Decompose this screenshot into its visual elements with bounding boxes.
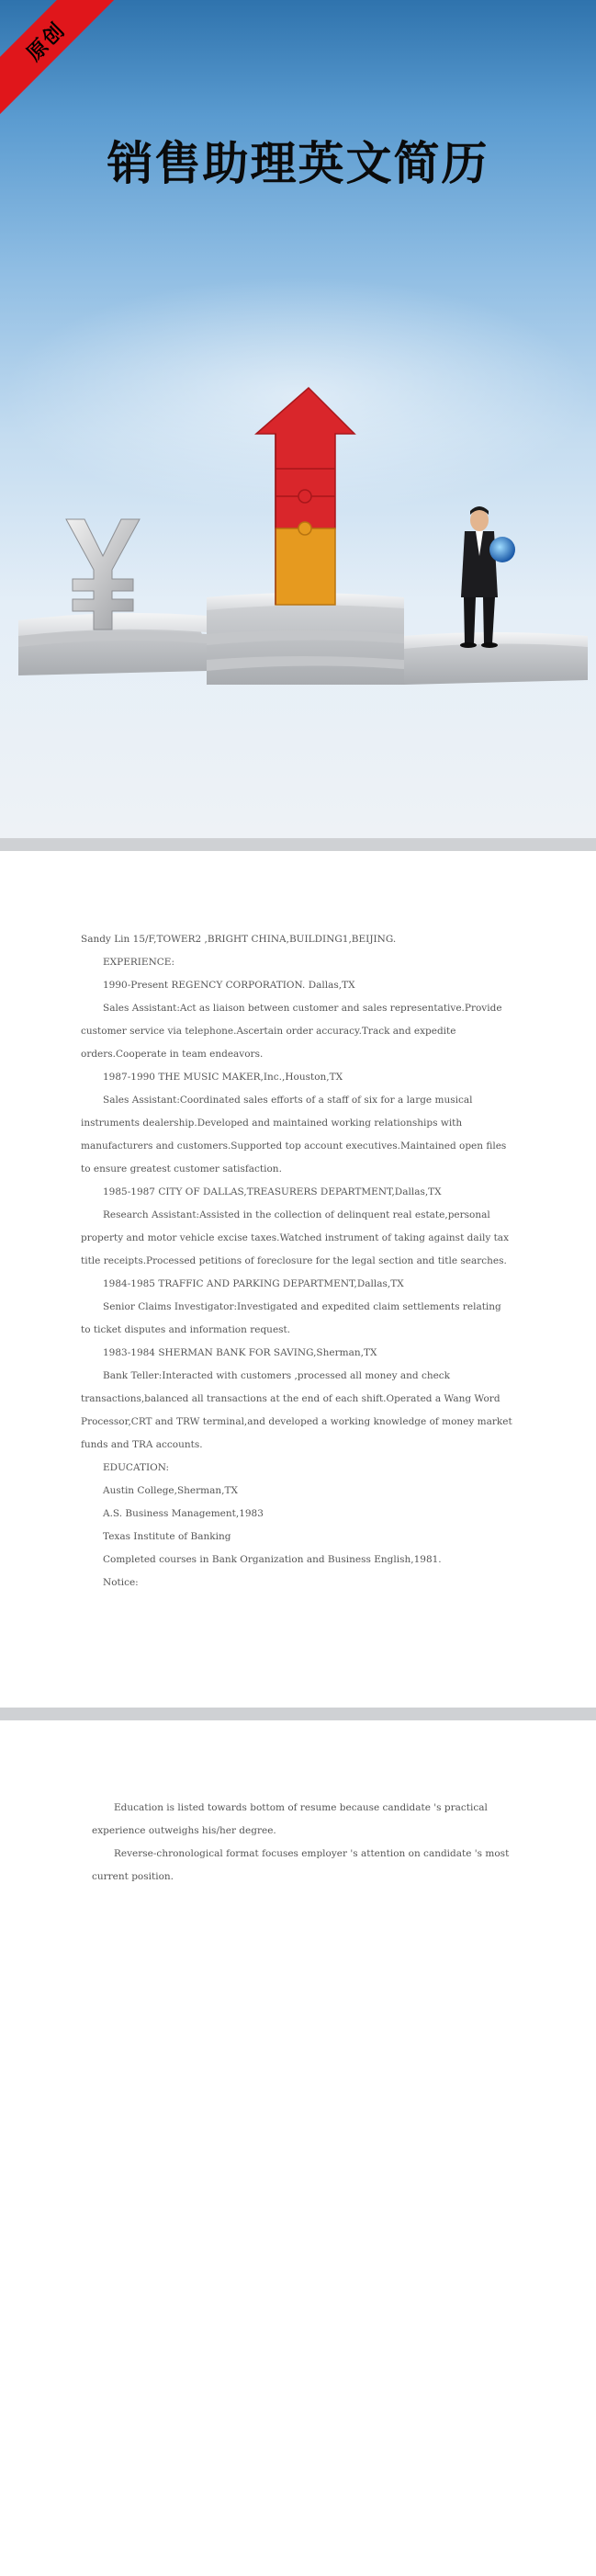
job-header: 1990-Present REGENCY CORPORATION. Dallas,TX — [103, 980, 355, 991]
page-divider — [0, 1708, 596, 1720]
contact-line: Sandy Lin 15/F,TOWER2 ,BRIGHT CHINA,BUILDING1,BEIJING. — [81, 934, 397, 945]
job-description: Research Assistant:Assisted in the collection of delinquent real estate,personal property and motor vehicle excise taxes.Watched instrument of taking against daily tax title receipts.Processed petitions of foreclosure for the legal section and title searches. — [81, 1209, 509, 1266]
education-item: A.S. Business Management,1983 — [103, 1508, 264, 1519]
page-divider — [0, 838, 596, 851]
job-description: Bank Teller:Interacted with customers ,processed all money and check transactions,balanced all transactions at the end of each shift.Operated a Wang Word Processor,CRT and TRW terminal,and developed a working knowledge of money market funds and TRA accounts. — [81, 1370, 512, 1450]
notice-paragraph: Reverse-chronological format focuses employer 's attention on candidate 's most current position. — [92, 1848, 510, 1882]
job-description: Sales Assistant:Coordinated sales efforts of a staff of six for a large musical instruments dealership.Developed and maintained working relationships with manufacturers and customers.Supported top account executives.Maintained open files to ensure greatest customer satisfaction. — [81, 1095, 507, 1175]
section-heading-education: EDUCATION: — [103, 1462, 170, 1473]
resume-content — [81, 928, 512, 1594]
globe-icon — [489, 537, 515, 562]
education-item: Austin College,Sherman,TX — [103, 1485, 238, 1496]
page-title: 销售助理英文简历 — [107, 137, 489, 190]
cover-illustration — [0, 368, 596, 717]
job-header: 1987-1990 THE MUSIC MAKER,Inc.,Houston,TX — [103, 1072, 343, 1083]
job-description: Senior Claims Investigator:Investigated and expedited claim settlements relating to ticket disputes and information request. — [81, 1301, 501, 1335]
education-item: Texas Institute of Banking — [103, 1531, 231, 1542]
notice-paragraph: Education is listed towards bottom of resume because candidate 's practical experience outweighs his/her degree. — [92, 1802, 488, 1836]
education-item: Completed courses in Bank Organization and Business English,1981. — [103, 1554, 442, 1565]
right-podium — [404, 632, 588, 685]
notice-content — [92, 1797, 518, 1889]
growth-arrow-icon — [256, 388, 354, 605]
businessman-figure — [460, 506, 515, 648]
job-header: 1983-1984 SHERMAN BANK FOR SAVING,Sherman,TX — [103, 1347, 377, 1358]
center-podium — [207, 593, 404, 685]
section-heading-notice: Notice: — [103, 1577, 139, 1588]
job-description: Sales Assistant:Act as liaison between customer and sales representative.Provide customer service via telephone.Ascertain order accuracy.Track and expedite orders.Cooperate in team endeavors. — [81, 1003, 502, 1060]
job-header: 1984-1985 TRAFFIC AND PARKING DEPARTMENT,Dallas,TX — [103, 1278, 404, 1289]
job-header: 1985-1987 CITY OF DALLAS,TREASURERS DEPARTMENT,Dallas,TX — [103, 1186, 442, 1197]
section-heading-experience: EXPERIENCE: — [103, 957, 175, 968]
cover-section — [0, 0, 596, 838]
original-badge: 原创 — [0, 0, 121, 117]
